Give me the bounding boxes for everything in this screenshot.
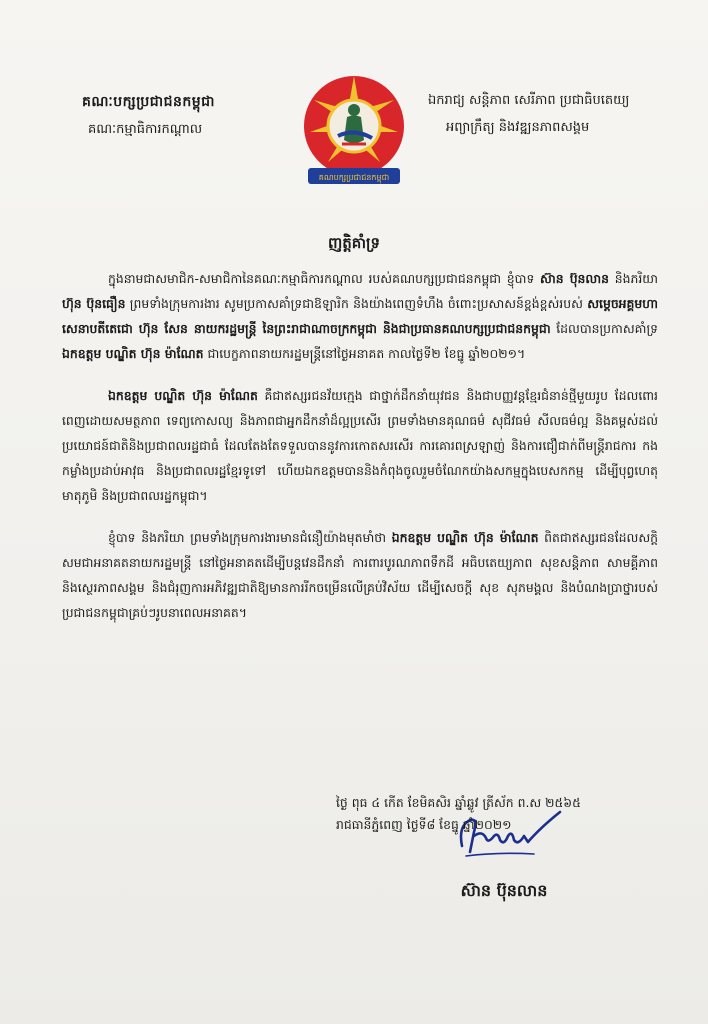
body-paragraph [62, 383, 658, 508]
bold-name-run: ឯកឧត្តម បណ្ឌិត ហ៊ុន ម៉ាណែត [108, 388, 258, 403]
national-motto: ឯករាជ្យ សន្តិភាព សេរីភាព ប្រជាធិបតេយ្យ [428, 93, 630, 108]
signer-name: ស៊ាន ប៊ុនលាន [460, 881, 548, 900]
text-run: ក្នុងនាមជាសមាជិក-សមាជិកានៃគណៈកម្មាធិការកណ្ដាល របស់គណបក្សប្រជាជនកម្ពុជា ខ្ញុំបាទ [108, 271, 541, 286]
text-run: ខ្ញុំបាទ និងភរិយា ព្រមទាំងក្រុមការងារមានជំនឿយ៉ាងមុតមាំថា [108, 530, 392, 545]
bold-name-run: សម្តេចអគ្គមហាសេនាបតីតេជោ ហ៊ុន សែន នាយករដ្ឋមន្ត្រី នៃព្រះរាជាណាចក្រកម្ពុជា និងជាប្រធានគណបក្សប្រជាជនកម្ពុជា [62, 296, 659, 336]
text-run: ដែលបានប្រកាសគាំទ្រ [550, 321, 659, 336]
solar-date: រាជធានីភ្នំពេញ ថ្ងៃទី៨ ខែធ្នូ ឆ្នាំ២០២១ [336, 817, 512, 832]
letterhead-left [82, 92, 282, 140]
logo-caption: គណបក្សប្រជាជនកម្ពុជា [318, 173, 390, 182]
text-run: ព្រមទាំងក្រុមការងារ សូមប្រកាសគាំទ្រជាឱឡារិក និងយ៉ាងពេញទំហឹង ចំពោះប្រសាសន៍ខ្ពង់ខ្ពស់របស់ [125, 296, 588, 311]
party-logo [298, 70, 410, 190]
party-name: គណៈបក្សប្រជាជនកម្ពុជា [82, 94, 215, 110]
text-run: គឺជាឥស្សរជនវ័យក្មេង ជាថ្នាក់ដឹកនាំយុវជន និងជាបញ្ញវន្តខ្មែរជំនាន់ថ្មីមួយរូប ដែលពោរពេញដោយសមត្ថភាព ទេព្យកោសល្យ និងភាពជាអ្នកដឹកនាំដ៏ល្អប្រសើរ ព្រមទាំងមានគុណធម៌ សុជីវធម៌ សីលធម៌ល្អ និងគម្ពស់ដល់ប្រយោជន៍ជាតិនិងប្រជាពលរដ្ឋជាធំ ដែលតែងតែទទួលបាននូវការកោតសរសើរ ការគោរពស្រឡាញ់ និងការជឿជាក់ពីមន្ត្រីរាជការ កងកម្លាំងប្រដាប់អាវុធ និងប្រជាពលរដ្ឋខ្មែរទូទៅ ហើយឯកឧត្តមបាននិងកំពុងចូលរួមចំណែកយ៉ាងសកម្មក្នុងបេសកកម្ម ដើម្បីបុព្វហេតុមាតុភូមិ និងប្រជាពលរដ្ឋកម្ពុជា។ [62, 388, 658, 503]
document-title: ញត្តិគាំទ្រ [327, 234, 381, 252]
bold-name-run: ស៊ាន ប៊ុនលាន [540, 271, 610, 286]
letterhead-right [428, 92, 688, 138]
lunar-date: ថ្ងៃ ពុធ ៤ កើត ខែមិគសិរ ឆ្នាំឆ្លូវ ត្រីស័ក ព.ស ២៥៦៥ [336, 795, 581, 810]
bold-name-run: ឯកឧត្តម បណ្ឌិត ហ៊ុន ម៉ាណែត [62, 346, 204, 361]
bold-name-run: ហ៊ុន ប៊ុនធឿន [62, 296, 126, 311]
text-run: និងភរិយា [609, 271, 658, 286]
body-paragraph [62, 266, 658, 366]
text-run: ពិតជាឥស្សរជនដែលសក្តិសមជាអនាគតនាយករដ្ឋមន្ត្រី នៅថ្ងៃអនាគតដើម្បីបន្តវេនដឹកនាំ ការពារបូរណភាពទឹកដី អធិបតេយ្យភាព សុខសន្តិភាព សាមគ្គីភាព និងស្ថេរភាពសង្គម និងជំរុញការអភិវឌ្ឍជាតិឱ្យមានការរីកចម្រើនលើគ្រប់វិស័យ ដើម្បីសេចក្តី សុខ សុភមង្គល និងបំណងប្រាថ្នារបស់ប្រជាជនកម្ពុជាគ្រប់ៗរូបនាពេលអនាគត។ [62, 530, 658, 620]
national-slogan: អព្យាក្រឹត្យ និងវឌ្ឍនភាពសង្គម [446, 120, 590, 135]
text-run: ជាបេក្ខភាពនាយករដ្ឋមន្ត្រីនៅថ្ងៃអនាគត កាលថ្ងៃទី២ ខែធ្នូ ឆ្នាំ២០២១។ [203, 346, 526, 361]
letter-body [62, 266, 658, 642]
bold-name-run: ឯកឧត្តម បណ្ឌិត ហ៊ុន ម៉ាណែត [391, 530, 539, 545]
committee-name: គណៈកម្មាធិការកណ្ដាល [88, 122, 203, 137]
date-block [336, 792, 666, 836]
body-paragraph [62, 525, 658, 625]
